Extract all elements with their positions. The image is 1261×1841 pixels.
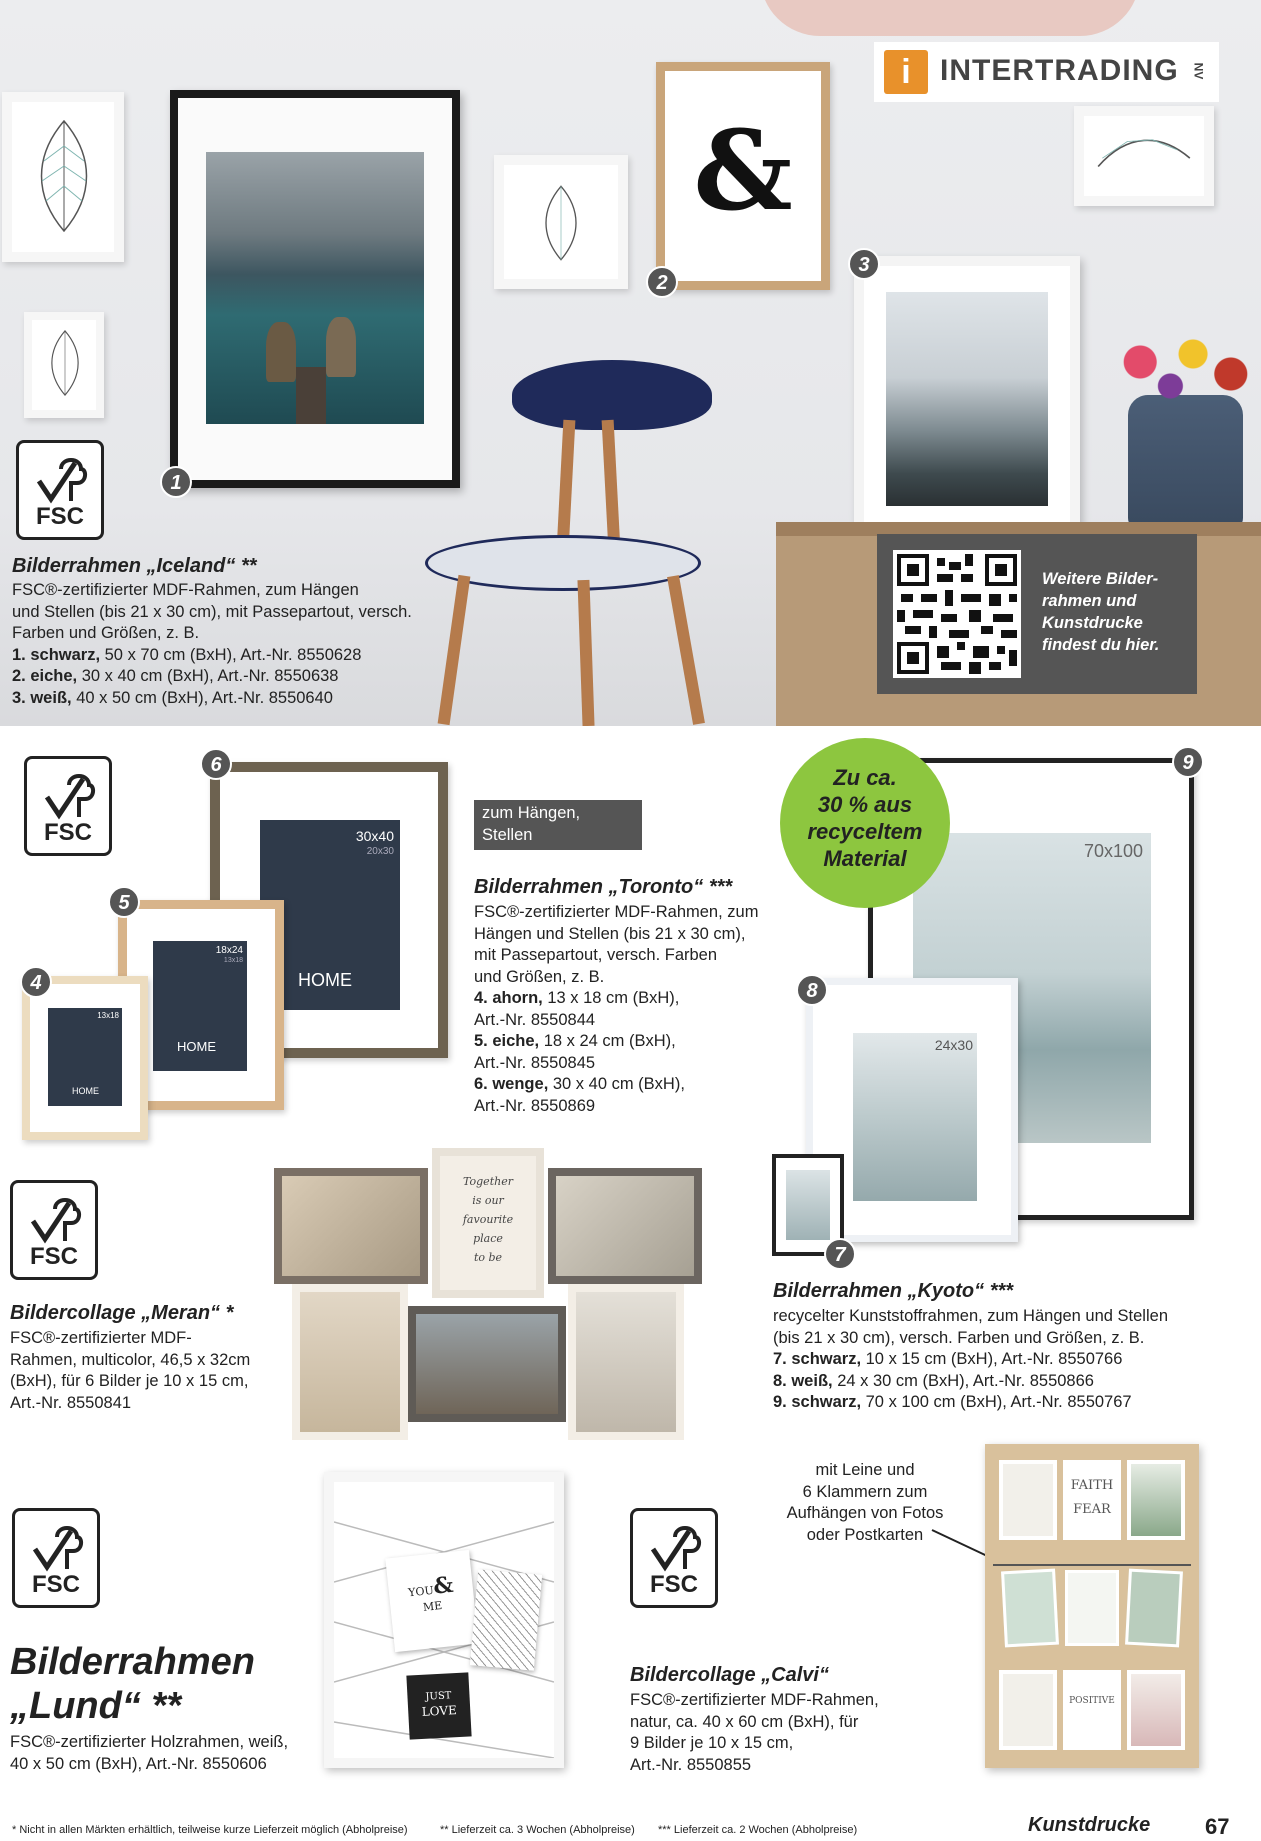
lund-card-you-me: YOU& ME xyxy=(385,1550,478,1652)
ampersand-frame-oak xyxy=(656,62,830,290)
fjord-frame-white xyxy=(854,256,1080,536)
fsc-logo-iceland: FSC xyxy=(16,440,104,540)
toronto-frame-maple: 13x18 HOME xyxy=(22,976,148,1140)
footer-note-2: ** Lieferzeit ca. 3 Wochen (Abholpreise) xyxy=(440,1824,635,1836)
badge-8: 8 xyxy=(796,974,828,1006)
intertrading-logo xyxy=(874,42,1219,102)
fsc-logo-toronto: FSC xyxy=(24,756,112,856)
lund-card-pattern xyxy=(470,1569,542,1670)
ampersand-print: & xyxy=(693,106,793,235)
fsc-logo-calvi: FSC xyxy=(630,1508,718,1608)
meran-quote: Together is our favourite place to be xyxy=(462,1175,514,1264)
lund-frame xyxy=(324,1472,564,1768)
footer-note-3: *** Lieferzeit ca. 2 Wochen (Abholpreise) xyxy=(658,1824,858,1836)
badge-9: 9 xyxy=(1172,746,1204,778)
qr-caption: Weitere Bilder- rahmen und Kunstdrucke findest du hier. xyxy=(1042,570,1160,654)
toronto-frame-wenge: 30x40 20x30 HOME xyxy=(210,762,448,1058)
badge-3: 3 xyxy=(848,248,880,280)
toronto-description: FSC®-zertifizierter MDF-Rahmen, zum Hängen und Stellen (bis 21 x 30 cm), mit Passepartout, versch. Farben und Größen, z. B. 4. ahorn, 13 x 18 cm (BxH), Art.-Nr. 8550844 5. eiche, 18 x 24 cm (BxH), Art.-Nr. 8550845 6. wenge, 30 x 40 cm (BxH), Art.-Nr. 8550869 xyxy=(474,903,759,1115)
badge-2: 2 xyxy=(646,266,678,298)
badge-4: 4 xyxy=(20,966,52,998)
palm-photo-medium: 24x30 xyxy=(853,1033,977,1201)
lake-photo xyxy=(206,152,424,424)
leaf-frame-top-right xyxy=(1074,106,1214,206)
calvi-description: FSC®-zertifizierter MDF-Rahmen, natur, ca. 40 x 60 cm (BxH), für 9 Bilder je 10 x 15 cm, Art.-Nr. 8550855 xyxy=(630,1691,879,1774)
meran-title: Bildercollage „Meran“ * xyxy=(10,1302,234,1324)
leaf-frame-small-left xyxy=(24,312,104,418)
calvi-frame: FAITH FEAR POSITIVE xyxy=(985,1444,1199,1768)
iceland-description: FSC®-zertifizierter MDF-Rahmen, zum Hängen und Stellen (bis 21 x 30 cm), mit Passepartout, versch. Farben und Größen, z. B. 1. schwarz, 50 x 70 cm (BxH), Art.-Nr. 8550628 2. eiche, 30 x 40 cm (BxH), Art.-Nr. 8550638 3. weiß, 40 x 50 cm (BxH), Art.-Nr. 8550640 xyxy=(12,581,412,707)
kyoto-title: Bilderrahmen „Kyoto“ *** xyxy=(773,1280,1014,1302)
meran-collage xyxy=(272,1146,702,1442)
badge-1: 1 xyxy=(160,466,192,498)
leaf-frame-middle xyxy=(494,155,628,289)
toronto-frame-oak: 18x24 13x18 HOME xyxy=(118,900,284,1110)
palm-photo-large: 70x100 xyxy=(913,833,1151,1143)
page-number: 67 xyxy=(1205,1814,1230,1839)
badge-6: 6 xyxy=(200,748,232,780)
flower-vase xyxy=(1128,395,1243,530)
footer-note-1: * Nicht in allen Märkten erhältlich, teilweise kurze Lieferzeit möglich (Abholpreise) xyxy=(12,1824,408,1836)
toronto-title: Bilderrahmen „Toronto“ *** xyxy=(474,876,733,898)
fsc-logo-meran: FSC xyxy=(10,1180,98,1280)
fjord-photo xyxy=(886,292,1048,506)
iceland-title: Bilderrahmen „Iceland“ ** xyxy=(12,555,257,577)
pendant-lamp xyxy=(760,0,1140,36)
lund-description: FSC®-zertifizierter Holzrahmen, weiß, 40 x 50 cm (BxH), Art.-Nr. 8550606 xyxy=(10,1733,289,1773)
lund-title: Bilderrahmen „Lund“ ** xyxy=(10,1641,255,1727)
recycled-badge: Zu ca. 30 % aus recyceltem Material xyxy=(780,738,950,908)
fsc-logo-lund: FSC xyxy=(12,1508,100,1608)
qr-code[interactable] xyxy=(893,550,1021,678)
lund-card-love: JUST LOVE xyxy=(406,1672,471,1739)
badge-7: 7 xyxy=(824,1238,856,1270)
leaf-frame-top-left xyxy=(2,92,124,262)
flowers xyxy=(1110,330,1261,410)
meran-description: FSC®-zertifizierter MDF- Rahmen, multicolor, 46,5 x 32cm (BxH), für 6 Bilder je 10 x 15 cm, Art.-Nr. 8550841 xyxy=(10,1329,251,1412)
calvi-title: Bildercollage „Calvi“ xyxy=(630,1664,829,1686)
iceland-frame-black xyxy=(170,90,460,488)
toronto-tag: zum Hängen, Stellen und Kombinieren xyxy=(474,800,642,850)
kyoto-description: recycelter Kunststoffrahmen, zum Hängen und Stellen (bis 21 x 30 cm), versch. Farben und Größen, z. B. 7. schwarz, 10 x 15 cm (BxH), Art.-Nr. 8550766 8. weiß, 24 x 30 cm (BxH), Art.-Nr. 8550866 9. schwarz, 70 x 100 cm (BxH), Art.-Nr. 8550767 xyxy=(773,1307,1168,1411)
qr-panel xyxy=(877,534,1197,694)
badge-5: 5 xyxy=(108,886,140,918)
brand-suffix: NV xyxy=(1191,62,1206,80)
footer-section: Kunstdrucke xyxy=(1028,1814,1151,1836)
logo-icon: i xyxy=(884,50,928,94)
calvi-note: mit Leine und 6 Klammern zum Aufhängen von Fotos oder Postkarten xyxy=(786,1461,944,1544)
brand-name: INTERTRADING xyxy=(940,54,1179,87)
